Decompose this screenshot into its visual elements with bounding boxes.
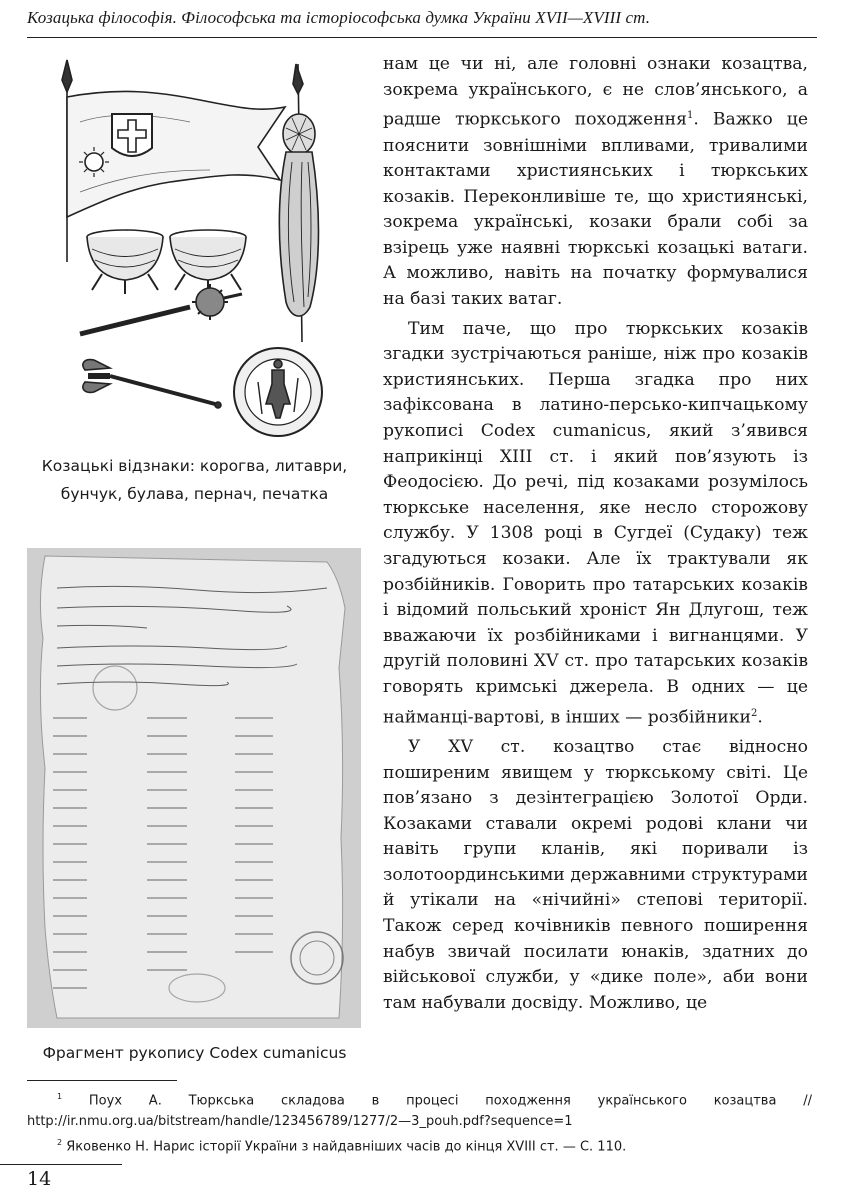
footnote-ref[interactable]: 1 bbox=[686, 110, 694, 122]
paragraph: У XV ст. козацтво стає відносно поширеним явищем у тюркському світі. Це пов’язано з дезінтеграцією Золотої Орди. Козаками ставали окремі родові клани чи навіть групи кланів, які поривали із золотоординськими державними структурами й утікали на «нічийні» степові території. Також серед кочівників певного поширення набув звичай посилати юнаків, здатних до військової служби, у «дике поле», аби вони там набували досвіду. Можливо, це bbox=[383, 736, 808, 1013]
kettle-drum-right bbox=[170, 230, 246, 294]
page-number: 14 bbox=[27, 1168, 52, 1190]
cossack-regalia-illustration bbox=[40, 52, 350, 442]
banner-spearhead bbox=[62, 60, 72, 92]
figure-caption-manuscript: Фрагмент рукопису Codex cumanicus bbox=[42, 1044, 347, 1062]
footnotes bbox=[27, 1086, 812, 1158]
footnote-ref[interactable]: 2 bbox=[750, 707, 758, 719]
codex-cumanicus-manuscript-photo bbox=[27, 548, 361, 1028]
footnote: $^1$ Поух А. Тюркська складова в процесі походження українського козацтва // http://ir.nmu.org.ua/bitstream/handle/123456789/1277/2—3_pouh.pdf?sequence=1 bbox=[27, 1092, 812, 1130]
paragraph: нам це чи ні, але головні ознаки козацтва, зокрема українського, є не слов’янського, а радше тюркського походження$^1$. Важко це пояснити зовнішніми впливами, тривалими контактами християнських і тюркських козаків. Переконливіше те, що християнські, зокрема українські, козаки брали собі за взірець уже наявні тюркські козацькі ватаги. А можливо, навіть на початку формувалися на базі таких ватаг. bbox=[383, 54, 808, 310]
running-head: Козацька філософія. Філософська та історіософська думка України XVII—XVIII ст. bbox=[27, 8, 651, 27]
bunchuk-tail bbox=[279, 152, 318, 316]
bulava-mace bbox=[80, 284, 242, 334]
figure-caption-regalia: Козацькі відзнаки: корогва, литаври, бунчук, булава, пернач, печатка bbox=[41, 457, 348, 503]
cossack-seal bbox=[234, 348, 322, 436]
main-text-column bbox=[383, 52, 808, 1016]
footnote: $^2$ Яковенко Н. Нарис історії України з найдавніших часів до кінця XVIII ст. — С. 110. bbox=[57, 1138, 627, 1155]
paragraph: Тим паче, що про тюркських козаків згадки зустрічаються раніше, ніж про козаків християнських. Перша згадка про них зафіксована в латино-персько-кипчацькому рукописі Codex cumanicus, який з’явився наприкінці XIII ст. і який пов’язують із Феодосією. До речі, під козаками розумілось тюркське населення, яке несло сторожову службу. У 1308 році в Сугдеї (Судаку) теж згадуються козаки. Але їх трактували як розбійників. Говорить про татарських козаків і відомий польський хроніст Ян Длугош, теж вважаючи їх розбійниками і вигнанцями. У другій половині XV ст. про татарських козаків говорять кримські джерела. В одних — це найманці-вартові, в інших — розбійники$^2$. bbox=[383, 318, 808, 728]
header-rule bbox=[27, 37, 817, 38]
kettle-drum-left bbox=[87, 230, 163, 294]
footnote-rule bbox=[27, 1080, 177, 1081]
sun-icon bbox=[85, 153, 103, 171]
page-number-rule bbox=[0, 1164, 122, 1165]
pernach-mace bbox=[83, 360, 221, 408]
